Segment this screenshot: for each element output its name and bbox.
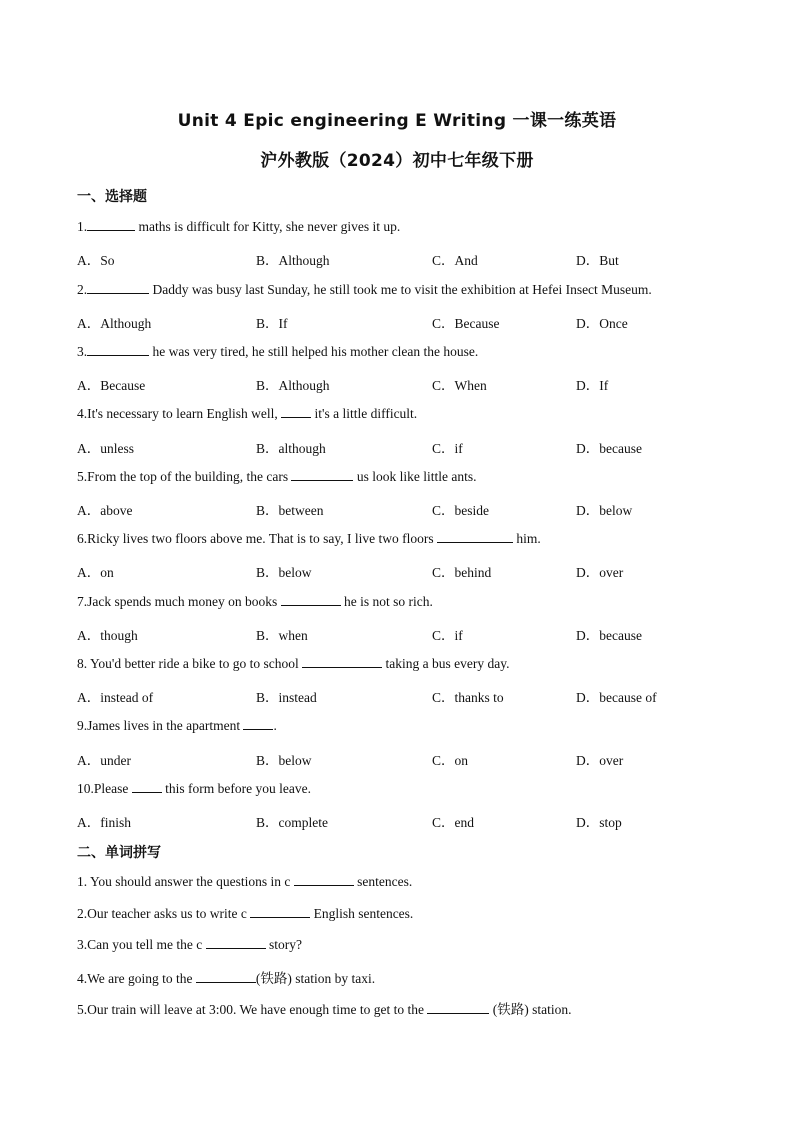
answer-blank[interactable] [291,468,353,481]
question-number: 2. [77,282,88,297]
option-a[interactable]: A．Because [77,378,146,393]
spelling-question-3 [77,936,302,953]
answer-blank[interactable] [206,936,266,949]
option-a[interactable]: A．under [77,753,131,768]
answer-blank[interactable] [196,970,256,983]
question-text-before: 9.James lives in the apartment [77,718,244,733]
option-b[interactable]: B．Although [256,253,330,268]
option-a[interactable]: A．though [77,628,138,643]
question-text-after: this form before you leave. [161,781,311,796]
question-number: 1. [77,219,88,234]
question-10 [77,780,311,797]
option-a[interactable]: A．So [77,253,115,268]
question-text-before: 1. You should answer the questions in c [77,874,294,889]
question-text-before: 5.Our train will leave at 3:00. We have enough time to get to the [77,1002,428,1017]
document-subtitle: 沪外教版（2024）初中七年级下册 [260,151,534,171]
answer-blank[interactable] [294,873,354,886]
option-c[interactable]: C．behind [432,565,492,580]
option-b[interactable]: B．Although [256,378,330,393]
answer-blank[interactable] [281,405,311,418]
question-text: he was very tired, he still helped his mother clean the house. [149,344,479,359]
question-text-before: 5.From the top of the building, the cars [77,469,292,484]
spelling-question-4 [77,967,375,987]
option-d[interactable]: D．But [576,253,619,268]
option-d[interactable]: D．over [576,565,624,580]
question-text-before: 7.Jack spends much money on books [77,594,281,609]
option-c[interactable]: C．thanks to [432,690,504,705]
question-text-before: 6.Ricky lives two floors above me. That is to say, I live two floors [77,531,437,546]
question-text: maths is difficult for Kitty, she never gives it up. [135,219,401,234]
option-a[interactable]: A．unless [77,441,134,456]
section-heading-multiple-choice: 一、选择题 [77,189,147,205]
spelling-question-5 [77,998,571,1018]
question-text: Daddy was busy last Sunday, he still took me to visit the exhibition at Hefei Insect Museum. [149,282,652,297]
question-text-after: (铁路) station by taxi. [255,971,376,986]
option-c[interactable]: C．if [432,628,463,643]
question-7 [77,593,433,610]
answer-blank[interactable] [281,593,341,606]
option-c[interactable]: C．end [432,815,474,830]
question-text-after: him. [512,531,541,546]
option-c[interactable]: C．beside [432,503,489,518]
option-c[interactable]: C．if [432,441,463,456]
question-6 [77,530,541,547]
answer-blank[interactable] [243,717,273,730]
option-c[interactable]: C．Because [432,316,500,331]
question-text-before: 4.We are going to the [77,971,196,986]
question-text-after: (铁路) station. [489,1002,572,1017]
option-b[interactable]: B．between [256,503,324,518]
option-b[interactable]: B．below [256,565,312,580]
option-c[interactable]: C．on [432,753,469,768]
answer-blank[interactable] [87,343,149,356]
document-title: Unit 4 Epic engineering E Writing 一课一练英语 [177,111,617,131]
option-b[interactable]: B．If [256,316,288,331]
option-a[interactable]: A．on [77,565,114,580]
question-text-before: 10.Please [77,781,132,796]
question-text-before: 8. You'd better ride a bike to go to school [77,656,303,671]
option-d[interactable]: D．Once [576,316,628,331]
option-a[interactable]: A．instead of [77,690,154,705]
option-d[interactable]: D．because of [576,690,657,705]
question-text-before: 4.It's necessary to learn English well, [77,406,282,421]
option-b[interactable]: B．when [256,628,308,643]
option-b[interactable]: B．below [256,753,312,768]
question-text-after: it's a little difficult. [311,406,418,421]
question-text-after: he is not so rich. [340,594,433,609]
question-text-after: English sentences. [310,906,414,921]
option-c[interactable]: C．When [432,378,487,393]
answer-blank[interactable] [427,1001,489,1014]
option-a[interactable]: A．Although [77,316,152,331]
option-d[interactable]: D．below [576,503,633,518]
answer-blank[interactable] [250,905,310,918]
question-1 [77,218,400,235]
question-8 [77,655,510,672]
answer-blank[interactable] [87,281,149,294]
answer-blank[interactable] [132,780,162,793]
option-a[interactable]: A．finish [77,815,131,830]
option-d[interactable]: D．because [576,628,642,643]
question-text-after: story? [265,937,302,952]
question-5 [77,468,476,485]
option-d[interactable]: D．stop [576,815,622,830]
option-a[interactable]: A．above [77,503,133,518]
option-d[interactable]: D．over [576,753,624,768]
question-text-before: 3.Can you tell me the c [77,937,206,952]
option-d[interactable]: D．If [576,378,609,393]
question-text-after: sentences. [353,874,413,889]
option-d[interactable]: D．because [576,441,642,456]
option-c[interactable]: C．And [432,253,478,268]
question-9 [77,717,277,734]
spelling-question-1 [77,873,412,890]
option-b[interactable]: B．although [256,441,326,456]
question-4 [77,405,417,422]
question-2 [77,281,652,298]
option-b[interactable]: B．complete [256,815,328,830]
question-text-before: 2.Our teacher asks us to write c [77,906,251,921]
question-number: 3. [77,344,88,359]
question-text-after: us look like little ants. [353,469,477,484]
answer-blank[interactable] [437,530,513,543]
question-3 [77,343,478,360]
section-heading-spelling: 二、单词拼写 [77,845,161,861]
answer-blank[interactable] [302,655,382,668]
question-text-after: . [273,718,277,733]
question-text-after: taking a bus every day. [382,656,510,671]
option-b[interactable]: B．instead [256,690,317,705]
answer-blank[interactable] [87,218,135,231]
spelling-question-2 [77,905,413,922]
